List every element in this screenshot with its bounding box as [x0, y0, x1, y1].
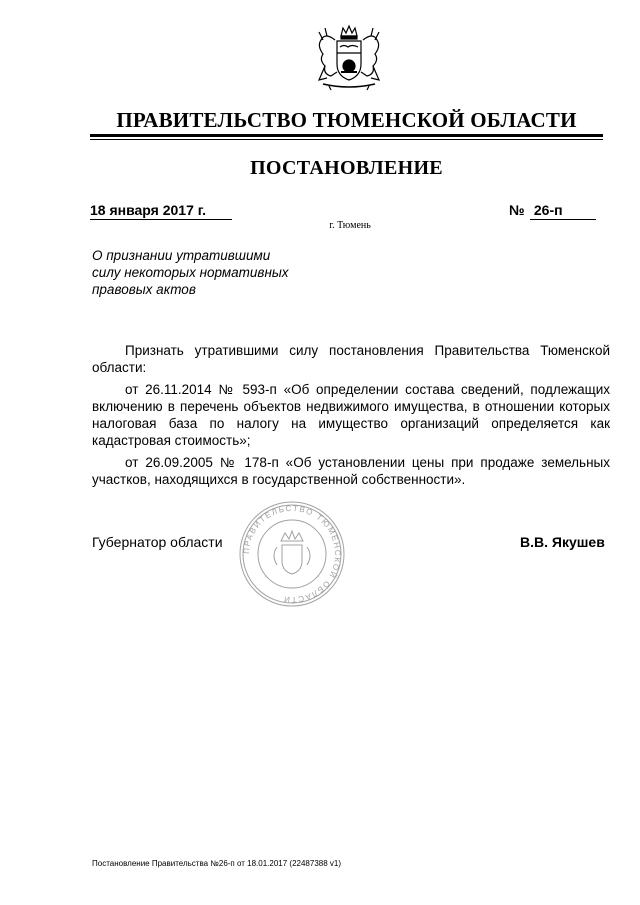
svg-text:ПРАВИТЕЛЬСТВО ТЮМЕНСКОЙ ОБЛАСТ [242, 504, 342, 604]
document-number-label: № [509, 202, 525, 218]
document-city: г. Тюмень [329, 220, 371, 231]
coat-of-arms-icon [301, 24, 397, 92]
subject-line: силу некоторых нормативных [92, 265, 289, 280]
signatory-title: Губернатор области [92, 534, 223, 550]
organization-title: ПРАВИТЕЛЬСТВО ТЮМЕНСКОЙ ОБЛАСТИ [116, 108, 577, 132]
document-number-value: 26-п [533, 202, 563, 218]
document-number [530, 202, 596, 220]
signatory-name: В.В. Якушев [520, 534, 605, 550]
header-rule-thick [90, 134, 603, 137]
document-footer: Постановление Правительства №26-п от 18.01.2017 (22487388 v1) [92, 859, 342, 868]
document-type: ПОСТАНОВЛЕНИЕ [250, 157, 443, 179]
official-seal-icon [237, 499, 347, 609]
body-paragraph: от 26.11.2014 № 593-п «Об определении состава сведений, подлежащих включению в перечень объектов недвижимого имущества, в отношении которых налоговая база по налогу на имущество организаций определяется как кадастровая стоимость»; [92, 382, 610, 448]
document-body [92, 342, 610, 493]
subject-line: О признании утратившими [92, 248, 271, 263]
seal-text: ПРАВИТЕЛЬСТВО ТЮМЕНСКОЙ ОБЛАСТИ [241, 503, 343, 605]
document-date: 18 января 2017 г. [90, 202, 232, 220]
subject-line: правовых актов [92, 282, 196, 297]
body-paragraph: от 26.09.2005 № 178-п «Об установлении цены при продаже земельных участков, находящихся в государственной собственности». [92, 455, 610, 487]
document-subject [92, 247, 332, 298]
body-paragraph: Признать утратившими силу постановления Правительства Тюменской области: [92, 343, 610, 375]
header-rule-thin [90, 139, 603, 140]
